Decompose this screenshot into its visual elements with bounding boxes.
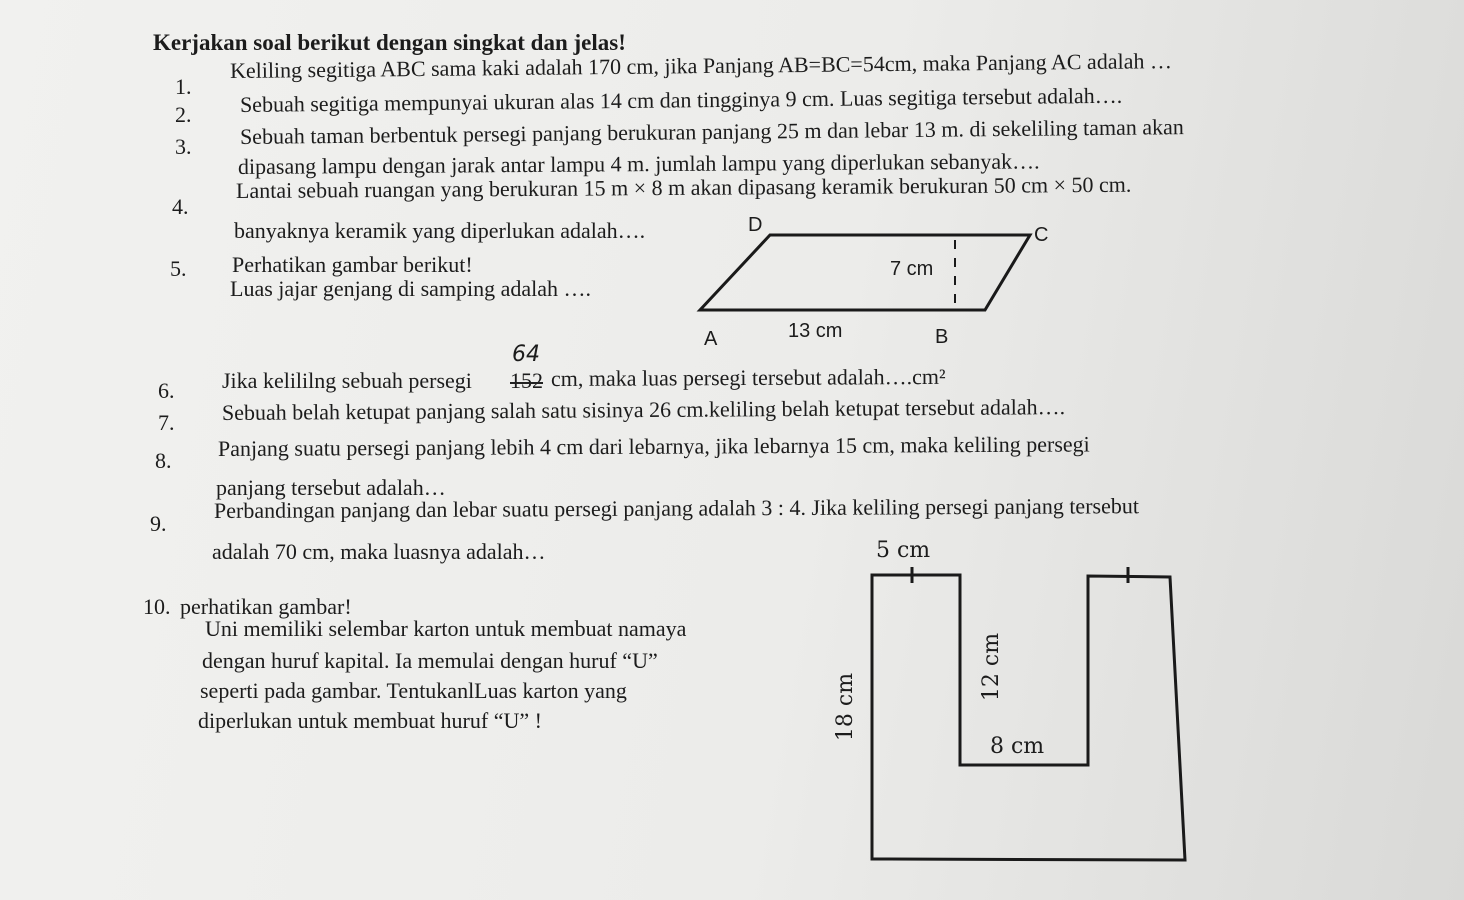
q7-text: Sebuah belah ketupat panjang salah satu sisinya 26 cm.keliling belah ketupat tersebut adalah…. — [221, 394, 1066, 425]
label-b: B — [935, 326, 949, 348]
q6-struck-value: 152 — [510, 368, 543, 393]
worksheet-heading: Kerjakan soal berikut dengan singkat dan jelas! — [153, 30, 626, 55]
parallelogram-shape — [700, 235, 1030, 310]
q10-text-line2: Uni memiliki selembar karton untuk membuat namaya — [205, 616, 687, 641]
q6-text-part1: Jika kelililng sebuah persegi — [222, 368, 472, 393]
u-shape-outline — [872, 575, 1185, 860]
q10-text-line1: perhatikan gambar! — [180, 594, 352, 619]
q10-text-line4: seperti pada gambar. TentukanlLuas karton yang — [200, 678, 627, 703]
q2-number: 2. — [175, 102, 192, 127]
q6-text-part2: cm, maka luas persegi tersebut adalah….cm² — [550, 363, 946, 391]
q8-text-line2: panjang tersebut adalah… — [216, 475, 446, 500]
u-label-top-width: 5 cm — [876, 538, 931, 563]
q4-text-line2: banyaknya keramik yang diperlukan adalah…. — [234, 218, 646, 243]
q5-text-line2: Luas jajar genjang di samping adalah …. — [230, 276, 592, 301]
q4-number: 4. — [172, 194, 189, 219]
label-height: 7 cm — [890, 258, 934, 280]
label-d: D — [748, 214, 763, 236]
q3-text-line1: Sebuah taman berbentuk persegi panjang berukuran panjang 25 m dan lebar 13 m. di sekeliling taman akan — [239, 114, 1184, 149]
q1-text: Keliling segitiga ABC sama kaki adalah 170 cm, jika Panjang AB=BC=54cm, maka Panjang AC adalah … — [229, 48, 1173, 83]
q5-text-line1: Perhatikan gambar berikut! — [232, 252, 473, 277]
q7-number: 7. — [158, 410, 175, 435]
q6-number: 6. — [158, 378, 175, 403]
q6-handwritten-answer: 64 — [512, 342, 540, 367]
q10-text-line3: dengan huruf kapital. Ia memulai dengan huruf “U” — [202, 648, 658, 673]
q8-text-line1: Panjang suatu persegi panjang lebih 4 cm dari lebarnya, jika lebarnya 15 cm, maka keliling persegi — [217, 431, 1090, 461]
q8-number: 8. — [155, 448, 172, 473]
label-a: A — [704, 328, 718, 350]
q10-text-line5: diperlukan untuk membuat huruf “U” ! — [198, 708, 542, 733]
label-c: C — [1034, 224, 1049, 246]
q3-text-line2: dipasang lampu dengan jarak antar lampu 4 m. jumlah lampu yang diperlukan sebanyak…. — [237, 148, 1040, 179]
q2-text: Sebuah segitiga mempunyai ukuran alas 14 cm dan tingginya 9 cm. Luas segitiga tersebut adalah…. — [239, 82, 1123, 117]
q9-number: 9. — [150, 511, 167, 536]
u-label-inner-height: 12 cm — [979, 632, 1005, 702]
q1-number: 1. — [175, 74, 192, 99]
q5-number: 5. — [170, 256, 187, 281]
q4-text-line1: Lantai sebuah ruangan yang berukuran 15 m × 8 m akan dipasang keramik berukuran 50 cm × 50 cm. — [235, 171, 1132, 203]
q10-number: 10. — [143, 594, 171, 619]
u-shape-figure — [860, 565, 1200, 885]
q9-text-line2: adalah 70 cm, maka luasnya adalah… — [212, 539, 546, 564]
u-label-outer-height: 18 cm — [833, 672, 859, 742]
u-label-inner-width: 8 cm — [990, 734, 1045, 759]
label-base: 13 cm — [788, 320, 843, 342]
q9-text-line1: Perbandingan panjang dan lebar suatu persegi panjang adalah 3 : 4. Jika keliling persegi panjang tersebut — [213, 493, 1139, 523]
q3-number: 3. — [175, 134, 192, 159]
